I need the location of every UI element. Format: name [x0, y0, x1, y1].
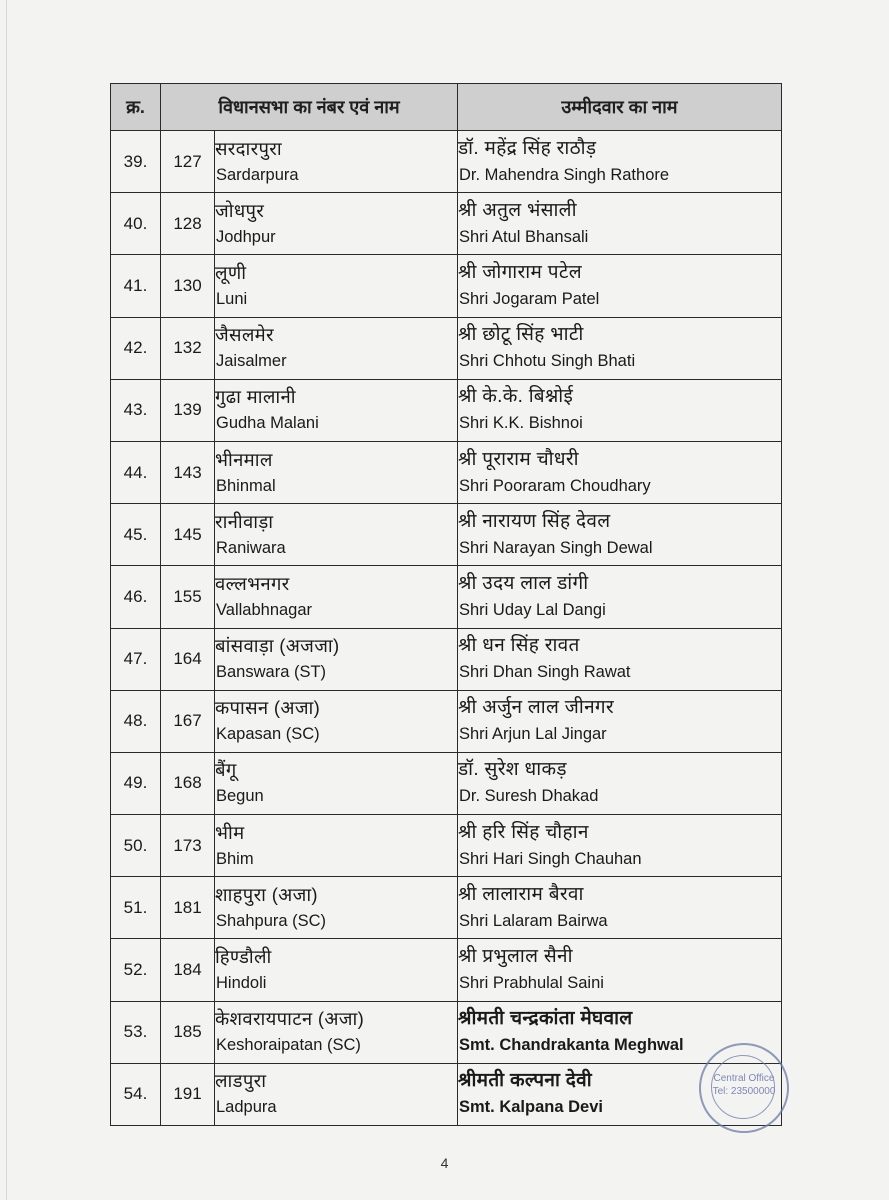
constituency-name-cell	[215, 939, 458, 1001]
candidate-name-english: Shri Hari Singh Chauhan	[459, 849, 642, 868]
candidate-name-hindi: श्री धन सिंह रावत	[458, 635, 580, 657]
constituency-name-english: Vallabhnagar	[216, 600, 313, 619]
header-constituency: विधानसभा का नंबर एवं नाम	[161, 84, 458, 131]
constituency-number-cell: 132	[161, 317, 215, 379]
constituency-name-hindi: रानीवाड़ा	[215, 510, 274, 532]
table-row	[111, 628, 782, 690]
constituency-number-cell: 130	[161, 255, 215, 317]
constituency-name-cell	[215, 752, 458, 814]
table-row	[111, 566, 782, 628]
constituency-name-hindi: भीनमाल	[215, 448, 273, 470]
page-number: 4	[440, 1155, 449, 1171]
constituency-number-cell: 164	[161, 628, 215, 690]
constituency-name-english: Begun	[216, 787, 264, 806]
constituency-name-english: Bhinmal	[216, 476, 276, 495]
candidate-name-english: Smt. Chandrakanta Meghwal	[459, 1036, 684, 1055]
candidate-name-cell	[458, 566, 782, 628]
table-row	[111, 1063, 782, 1125]
constituency-number-cell: 127	[161, 131, 215, 193]
serial-number-cell: 39.	[111, 131, 161, 193]
table-row	[111, 1001, 782, 1063]
constituency-name-cell	[215, 193, 458, 255]
constituency-name-english: Bhim	[216, 849, 254, 868]
serial-number-cell: 47.	[111, 628, 161, 690]
candidate-name-english: Shri Prabhulal Saini	[459, 974, 604, 993]
constituency-name-cell	[215, 441, 458, 503]
candidate-name-english: Shri Dhan Singh Rawat	[459, 663, 631, 682]
candidate-name-hindi: श्री अतुल भंसाली	[458, 199, 577, 221]
serial-number-cell: 41.	[111, 255, 161, 317]
stamp-line-1: Central Office	[713, 1073, 775, 1084]
candidate-name-cell	[458, 317, 782, 379]
constituency-name-english: Jodhpur	[216, 227, 276, 246]
candidate-name-cell	[458, 752, 782, 814]
constituency-name-cell	[215, 877, 458, 939]
candidate-name-english: Shri Lalaram Bairwa	[459, 911, 608, 930]
candidate-name-hindi: श्री नारायण सिंह देवल	[458, 510, 611, 532]
page-edge-shadow	[6, 0, 7, 1200]
serial-number-cell: 45.	[111, 504, 161, 566]
constituency-number-cell: 185	[161, 1001, 215, 1063]
constituency-name-cell	[215, 1001, 458, 1063]
constituency-name-hindi: बांसवाड़ा (अजजा)	[215, 635, 340, 657]
candidate-name-hindi: डॉ. सुरेश धाकड़	[458, 759, 567, 781]
constituency-name-hindi: जैसलमेर	[215, 324, 274, 346]
constituency-name-cell	[215, 1063, 458, 1125]
candidate-name-cell	[458, 379, 782, 441]
constituency-name-cell	[215, 628, 458, 690]
candidate-name-cell	[458, 255, 782, 317]
table-row	[111, 752, 782, 814]
table-header-row	[111, 84, 782, 131]
constituency-name-cell	[215, 317, 458, 379]
table-row	[111, 939, 782, 1001]
constituency-name-cell	[215, 131, 458, 193]
candidate-name-hindi: श्री हरि सिंह चौहान	[458, 821, 589, 843]
serial-number-cell: 52.	[111, 939, 161, 1001]
candidate-name-english: Shri Chhotu Singh Bhati	[459, 352, 636, 371]
constituency-name-english: Ladpura	[216, 1098, 277, 1117]
table-row	[111, 193, 782, 255]
candidate-name-english: Shri Arjun Lal Jingar	[459, 725, 607, 744]
constituency-name-hindi: केशवरायपाटन (अजा)	[215, 1008, 365, 1030]
constituency-name-english: Banswara (ST)	[216, 663, 327, 682]
constituency-name-english: Luni	[216, 289, 248, 308]
table-row	[111, 441, 782, 503]
constituency-number-cell: 191	[161, 1063, 215, 1125]
constituency-name-english: Raniwara	[216, 538, 286, 557]
table-row	[111, 877, 782, 939]
candidate-name-hindi: श्री उदय लाल डांगी	[458, 572, 589, 594]
candidate-name-hindi: श्री लालाराम बैरवा	[458, 883, 584, 905]
serial-number-cell: 50.	[111, 815, 161, 877]
serial-number-cell: 54.	[111, 1063, 161, 1125]
candidate-name-cell	[458, 441, 782, 503]
constituency-number-cell: 143	[161, 441, 215, 503]
candidate-name-english: Shri Narayan Singh Dewal	[459, 538, 653, 557]
serial-number-cell: 40.	[111, 193, 161, 255]
constituency-name-english: Sardarpura	[216, 165, 299, 184]
constituency-name-cell	[215, 566, 458, 628]
serial-number-cell: 49.	[111, 752, 161, 814]
candidate-name-cell	[458, 193, 782, 255]
constituency-name-english: Shahpura (SC)	[216, 911, 327, 930]
table-row	[111, 379, 782, 441]
constituency-name-english: Hindoli	[216, 974, 267, 993]
constituency-number-cell: 155	[161, 566, 215, 628]
constituency-name-hindi: लाडपुरा	[215, 1070, 267, 1092]
candidate-name-english: Shri Jogaram Patel	[459, 289, 600, 308]
constituency-number-cell: 168	[161, 752, 215, 814]
table-row	[111, 255, 782, 317]
serial-number-cell: 48.	[111, 690, 161, 752]
constituency-name-hindi: कपासन (अजा)	[215, 697, 321, 719]
candidate-name-english: Dr. Suresh Dhakad	[459, 787, 599, 806]
candidate-name-hindi: डॉ. महेंद्र सिंह राठौड़	[458, 137, 597, 159]
constituency-name-english: Jaisalmer	[216, 352, 287, 371]
constituency-name-hindi: शाहपुरा (अजा)	[215, 883, 318, 905]
serial-number-cell: 44.	[111, 441, 161, 503]
candidate-name-cell	[458, 690, 782, 752]
serial-number-cell: 42.	[111, 317, 161, 379]
serial-number-cell: 46.	[111, 566, 161, 628]
constituency-number-cell: 128	[161, 193, 215, 255]
candidate-name-hindi: श्री जोगाराम पटेल	[458, 261, 582, 283]
constituency-name-cell	[215, 255, 458, 317]
constituency-number-cell: 173	[161, 815, 215, 877]
table-row	[111, 504, 782, 566]
constituency-name-hindi: गुढा मालानी	[215, 386, 296, 408]
table-row	[111, 815, 782, 877]
table-row	[111, 690, 782, 752]
candidate-name-cell	[458, 504, 782, 566]
candidate-name-cell	[458, 628, 782, 690]
party-office-stamp	[699, 1043, 789, 1133]
candidate-name-english: Shri Atul Bhansali	[459, 227, 589, 246]
candidate-name-cell	[458, 939, 782, 1001]
header-serial: क्र.	[111, 84, 161, 131]
table-row	[111, 131, 782, 193]
constituency-name-english: Keshoraipatan (SC)	[216, 1036, 361, 1055]
constituency-name-cell	[215, 504, 458, 566]
candidate-name-hindi: श्री के.के. बिश्नोई	[458, 386, 574, 408]
candidate-name-hindi: श्री पूराराम चौधरी	[458, 448, 579, 470]
constituency-number-cell: 181	[161, 877, 215, 939]
constituency-name-cell	[215, 815, 458, 877]
constituency-name-hindi: बैंगू	[215, 759, 237, 781]
constituency-name-hindi: भीम	[215, 821, 245, 843]
candidate-name-english: Smt. Kalpana Devi	[459, 1098, 603, 1117]
constituency-name-cell	[215, 379, 458, 441]
candidate-name-hindi: श्रीमती कल्पना देवी	[458, 1070, 592, 1092]
constituency-name-hindi: सरदारपुरा	[215, 137, 282, 159]
constituency-number-cell: 139	[161, 379, 215, 441]
serial-number-cell: 43.	[111, 379, 161, 441]
candidate-name-cell	[458, 877, 782, 939]
header-candidate: उम्मीदवार का नाम	[458, 84, 782, 131]
candidate-name-cell	[458, 815, 782, 877]
serial-number-cell: 51.	[111, 877, 161, 939]
stamp-text	[701, 1072, 787, 1098]
candidate-name-hindi: श्री प्रभुलाल सैनी	[458, 946, 573, 968]
document-sheet	[110, 83, 781, 1126]
constituency-name-hindi: हिण्डौली	[215, 946, 272, 968]
candidate-name-cell	[458, 131, 782, 193]
constituency-name-english: Kapasan (SC)	[216, 725, 320, 744]
constituency-name-hindi: लूणी	[215, 261, 247, 283]
constituency-name-english: Gudha Malani	[216, 414, 319, 433]
candidate-name-hindi: श्रीमती चन्द्रकांता मेघवाल	[458, 1008, 633, 1030]
candidate-name-english: Shri Uday Lal Dangi	[459, 600, 606, 619]
constituency-name-hindi: वल्लभनगर	[215, 572, 290, 594]
serial-number-cell: 53.	[111, 1001, 161, 1063]
candidate-name-english: Shri Pooraram Choudhary	[459, 476, 651, 495]
table-row	[111, 317, 782, 379]
stamp-line-2: Tel: 23500000	[712, 1086, 776, 1097]
candidate-table	[110, 83, 782, 1126]
candidate-name-hindi: श्री अर्जुन लाल जीनगर	[458, 697, 614, 719]
candidate-name-hindi: श्री छोटू सिंह भाटी	[458, 324, 584, 346]
candidate-name-english: Dr. Mahendra Singh Rathore	[459, 165, 670, 184]
constituency-name-hindi: जोधपुर	[215, 199, 265, 221]
candidate-name-english: Shri K.K. Bishnoi	[459, 414, 583, 433]
constituency-number-cell: 184	[161, 939, 215, 1001]
constituency-name-cell	[215, 690, 458, 752]
constituency-number-cell: 145	[161, 504, 215, 566]
constituency-number-cell: 167	[161, 690, 215, 752]
